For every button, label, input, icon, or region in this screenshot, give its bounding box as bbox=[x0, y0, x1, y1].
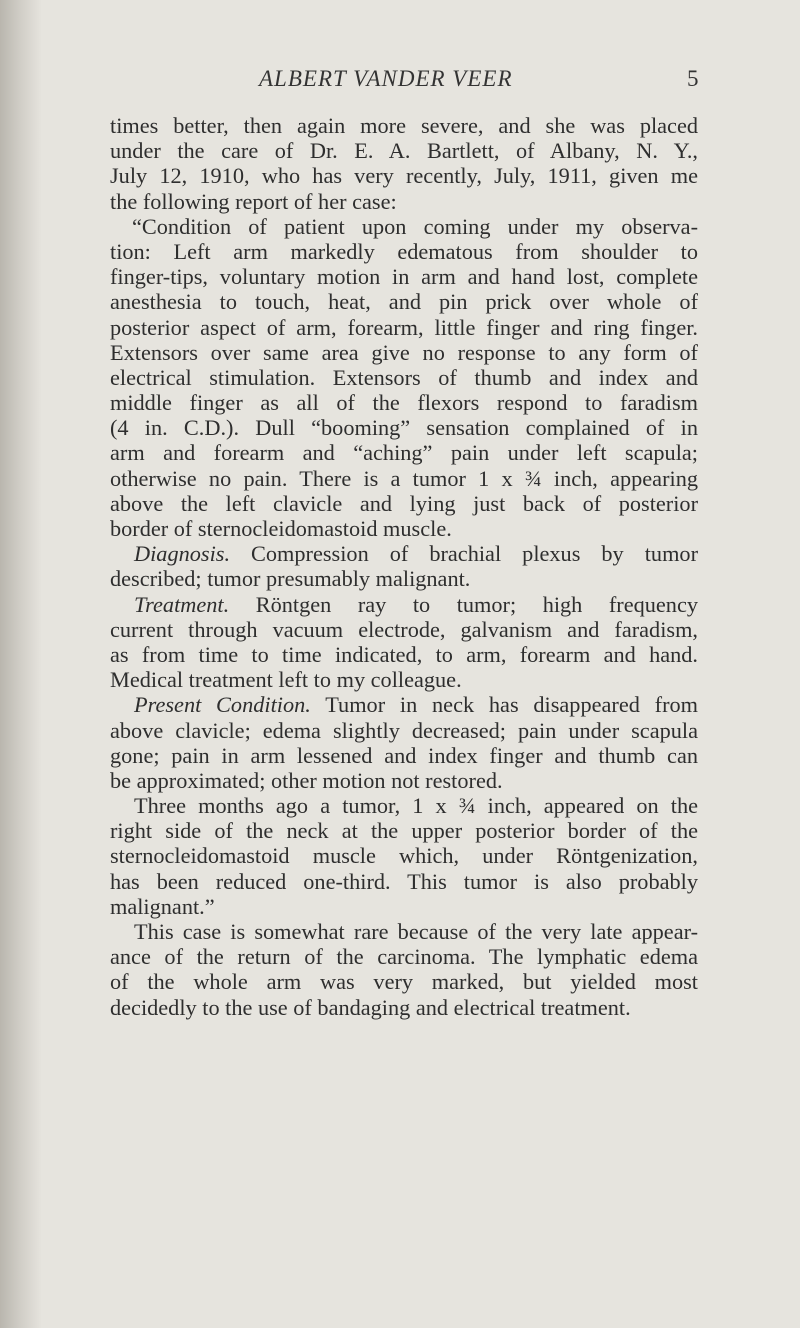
text-line: “Condition of patient upon coming under my observa- bbox=[132, 213, 698, 239]
text-line: Treatment. Röntgen ray to tumor; high frequency bbox=[134, 591, 698, 617]
running-head bbox=[0, 66, 800, 96]
text-line: decidedly to the use of bandaging and electrical treatment. bbox=[110, 994, 631, 1020]
text-line: middle finger as all of the flexors respond to faradism bbox=[110, 390, 698, 416]
text-line: as from time to time indicated, to arm, forearm and hand. bbox=[110, 641, 698, 667]
text-line: border of sternocleidomastoid muscle. bbox=[110, 516, 452, 541]
page-number: 5 bbox=[687, 66, 699, 91]
text-line: finger-tips, voluntary motion in arm and hand lost, complete bbox=[110, 264, 698, 290]
text-line: Medical treatment left to my colleague. bbox=[110, 667, 462, 693]
text-line: tion: Left arm markedly edematous from shoulder to bbox=[110, 238, 698, 264]
text-line: right side of the neck at the upper posterior border of the bbox=[110, 818, 698, 844]
text-line: of the whole arm was very marked, but yielded most bbox=[110, 969, 698, 995]
text-line: gone; pain in arm lessened and index finger and thumb can bbox=[110, 742, 698, 768]
text-line: posterior aspect of arm, forearm, little finger and ring finger. bbox=[110, 314, 698, 340]
text-line: above clavicle; edema slightly decreased; pain under scapula bbox=[110, 717, 698, 743]
text-line: current through vacuum electrode, galvanism and faradism, bbox=[110, 616, 698, 642]
text-line: malignant.” bbox=[110, 893, 215, 919]
text-line: anesthesia to touch, heat, and pin prick over whole of bbox=[110, 289, 698, 315]
text-line: the following report of her case: bbox=[110, 188, 397, 214]
text-line: Diagnosis. Compression of brachial plexus by tumor bbox=[134, 541, 698, 567]
text-line: under the care of Dr. E. A. Bartlett, of Albany, N. Y., bbox=[110, 138, 698, 164]
section-label-present-condition: Present Condition. bbox=[134, 692, 311, 718]
body-text bbox=[110, 113, 698, 1020]
text-line: arm and forearm and “aching” pain under left scapula; bbox=[110, 440, 698, 466]
text-line: otherwise no pain. There is a tumor 1 x ¾ inch, appearing bbox=[110, 465, 698, 491]
text-line: described; tumor presumably malignant. bbox=[110, 566, 471, 592]
text-line: ance of the return of the carcinoma. The lymphatic edema bbox=[110, 944, 698, 970]
text-line: times better, then again more severe, and she was placed bbox=[110, 113, 698, 138]
text-line: be approximated; other motion not restored. bbox=[110, 767, 503, 793]
text-line: July 12, 1910, who has very recently, July, 1911, given me bbox=[110, 163, 698, 189]
text-line: Three months ago a tumor, 1 x ¾ inch, appeared on the bbox=[134, 793, 698, 819]
text-line: has been reduced one-third. This tumor is also probably bbox=[110, 868, 698, 894]
text-line: This case is somewhat rare because of the very late appear- bbox=[134, 919, 698, 944]
text-line: above the left clavicle and lying just back of posterior bbox=[110, 490, 698, 516]
text-line: Extensors over same area give no response to any form of bbox=[110, 339, 698, 365]
text-line: (4 in. C.D.). Dull “booming” sensation complained of in bbox=[110, 415, 698, 441]
text-line: Present Condition. Tumor in neck has disappeared from bbox=[134, 692, 698, 718]
text-line: sternocleidomastoid muscle which, under Röntgenization, bbox=[110, 843, 698, 869]
section-label-treatment: Treatment. bbox=[134, 591, 230, 617]
section-label-diagnosis: Diagnosis. bbox=[134, 541, 231, 567]
running-title: ALBERT VANDER VEER bbox=[259, 66, 513, 91]
text-line: electrical stimulation. Extensors of thumb and index and bbox=[110, 364, 698, 390]
